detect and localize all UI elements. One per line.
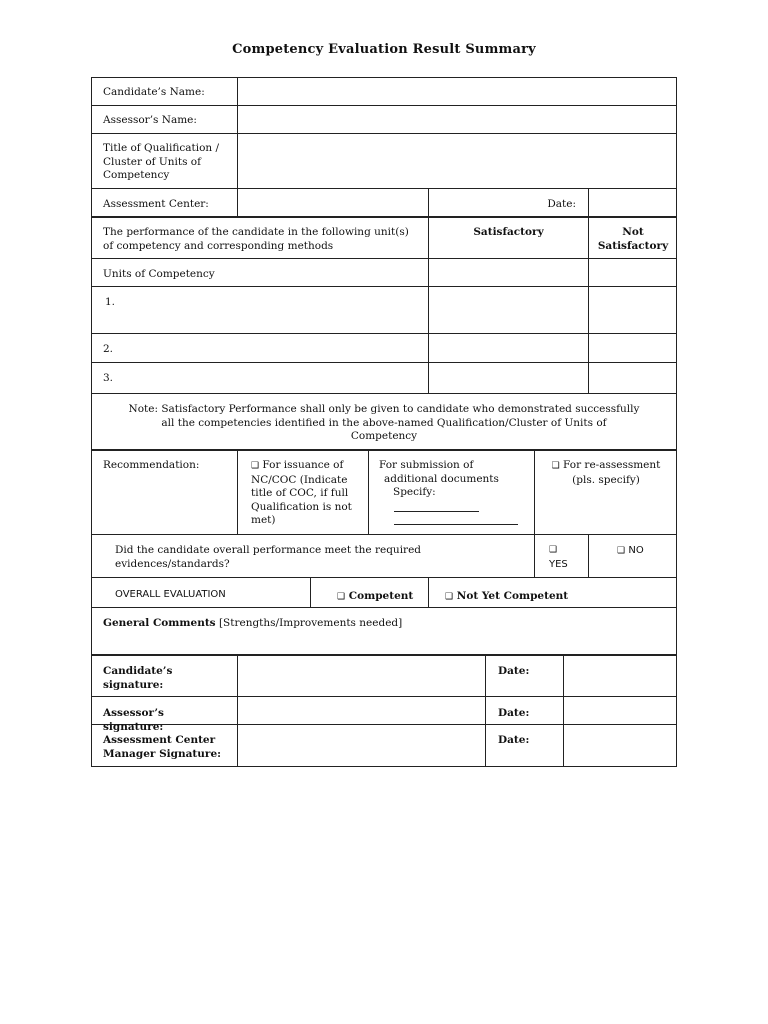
assessor-signature-label: Assessor’s signature: (103, 707, 164, 733)
checkbox-icon[interactable]: ❑ (617, 546, 626, 556)
rec-option-submission-label-3: Specify: (393, 486, 436, 498)
competent-option[interactable] (311, 586, 428, 609)
date-label: Date: (547, 198, 576, 210)
candidate-name-label: Candidate’s Name: (103, 86, 205, 98)
rec-option-reassessment[interactable] (535, 455, 677, 491)
note-text: Note: Satisfactory Performance shall only be given to candidate who demonstrated successfully all the competencies identified in the above-named Qualification/Cluster of Units of Competency (128, 403, 640, 442)
assessor-date-field[interactable] (564, 697, 676, 724)
candidate-date-field[interactable] (564, 656, 676, 696)
candidate-signature-label: Candidate’s signature: (103, 665, 173, 691)
assessor-signature-field[interactable] (238, 697, 485, 724)
checkbox-icon[interactable]: ❑ (551, 461, 560, 471)
acm-date-label: Date: (498, 734, 530, 746)
unit-row-3[interactable]: 3. (103, 372, 114, 384)
no-option[interactable] (589, 540, 677, 563)
candidate-name-field[interactable] (238, 78, 676, 104)
rec-option-submission-label-1: For submission of (379, 459, 474, 471)
no-label: NO (628, 545, 644, 556)
assessor-name-field[interactable] (238, 106, 676, 132)
general-comments-field[interactable] (91, 613, 677, 635)
not-yet-competent-option[interactable] (429, 586, 677, 609)
competent-label: Competent (348, 590, 414, 602)
general-comments-label: General Comments (103, 617, 216, 629)
assessor-name-label: Assessor’s Name: (103, 114, 197, 126)
yes-label: YES (549, 558, 568, 570)
performance-text: The performance of the candidate in the following unit(s) of competency and corresponding methods (103, 226, 409, 252)
overall-evaluation-label: OVERALL EVALUATION (115, 589, 226, 600)
not-yet-competent-label: Not Yet Competent (456, 590, 569, 602)
general-comments-hint: [Strengths/Improvements needed] (218, 617, 403, 629)
candidate-date-label: Date: (498, 665, 530, 677)
rec-option-submission[interactable] (369, 455, 534, 504)
checkbox-icon[interactable]: ❑ (445, 592, 454, 602)
not-satisfactory-header: Not Satisfactory (597, 226, 669, 252)
qualification-label: Title of Qualification / Cluster of Units of Competency (103, 142, 220, 181)
form-title: Competency Evaluation Result Summary (232, 42, 536, 57)
acm-signature-label: Assessment Center Manager Signature: (103, 734, 221, 760)
specify-line-2[interactable] (394, 524, 518, 525)
rec-option-submission-label-2: additional documents (384, 472, 499, 485)
overall-question: Did the candidate overall performance meet the required evidences/standards? (115, 544, 422, 570)
qualification-field[interactable] (238, 134, 676, 187)
specify-line-1[interactable] (394, 511, 479, 512)
yes-option[interactable] (535, 540, 588, 575)
assessor-date-label: Date: (498, 707, 530, 719)
assessment-center-field[interactable] (238, 189, 427, 216)
checkbox-icon[interactable]: ❑ (337, 592, 346, 602)
assessment-center-label: Assessment Center: (103, 198, 209, 210)
unit-row-1[interactable]: 1. (105, 296, 116, 308)
checkbox-icon[interactable]: ❑ (251, 461, 260, 471)
checkbox-icon[interactable]: ❑ (549, 545, 558, 555)
rec-option-issuance[interactable] (238, 455, 368, 532)
recommendation-label: Recommendation: (103, 459, 200, 471)
acm-date-field[interactable] (564, 725, 676, 766)
units-label: Units of Competency (103, 268, 215, 280)
unit-row-2[interactable]: 2. (103, 343, 114, 355)
candidate-signature-field[interactable] (238, 656, 485, 696)
date-field[interactable] (589, 189, 676, 216)
rec-option-issuance-label: For issuance of NC/COC (Indicate title of COC, if full Qualification is not met) (251, 459, 352, 526)
rec-option-reassessment-label: For re-assessment (pls. specify) (563, 459, 661, 486)
acm-signature-field[interactable] (238, 725, 485, 766)
satisfactory-header: Satisfactory (473, 226, 544, 238)
